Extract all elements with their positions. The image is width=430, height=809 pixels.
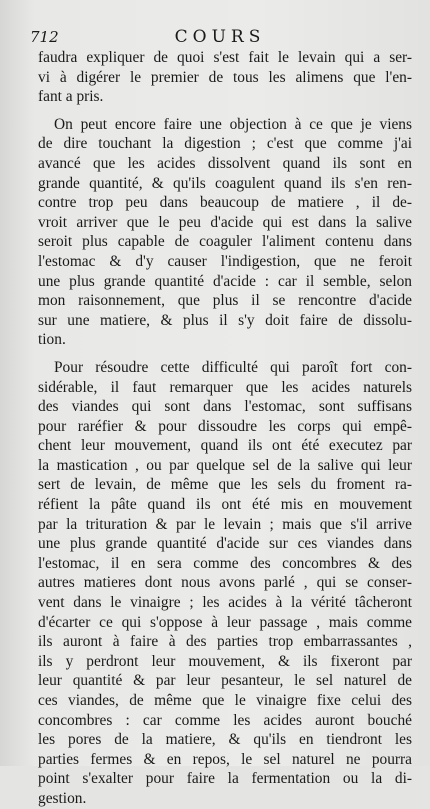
text-line: concombres : car comme les acides auront bouché bbox=[38, 711, 412, 729]
text-line: Pour résoudre cette difficulté qui paroît fort con- bbox=[54, 358, 412, 376]
text-line: l'estomac, il en sera comme des concombres & des bbox=[38, 554, 412, 572]
text-line: gestion. bbox=[38, 789, 87, 807]
text-line: ils auront à faire à des parties trop embarrassantes , bbox=[38, 633, 412, 651]
text-line: par la trituration & par le levain ; mais que s'il arrive bbox=[38, 515, 412, 533]
text-line: parties fermes & en repos, le sel naturel ne pourra bbox=[38, 750, 412, 768]
text-line: ils y perdront leur mouvement, & ils fixeront par bbox=[38, 652, 412, 670]
running-head: COURS bbox=[174, 27, 266, 47]
text-line: sert de levain, de même que les sels du froment ra- bbox=[38, 476, 412, 494]
paragraph-gap bbox=[38, 350, 412, 358]
text-line: vent dans le vinaigre ; les acides à la vérité tâcheront bbox=[38, 594, 412, 612]
text-line: de dire touchant la digestion ; c'est que comme j'ai bbox=[38, 135, 412, 153]
page-number: 712 bbox=[30, 28, 59, 46]
paragraph bbox=[38, 358, 412, 809]
text-line: vroit arriver que le peu d'acide qui est dans la salive bbox=[38, 213, 412, 231]
text-line: la mastication , ou par quelque sel de la salive qui leur bbox=[38, 456, 412, 474]
text-line: sur une matiere, & plus il s'y doit faire de dissolu- bbox=[38, 311, 412, 329]
text-line: avancé que les acides dissolvent quand ils sont en bbox=[38, 154, 412, 172]
paragraph bbox=[38, 48, 412, 107]
text-line: l'estomac & d'y causer l'indigestion, que ne feroit bbox=[38, 252, 412, 270]
text-line: une plus grande quantité d'acide sur ces viandes dans bbox=[38, 535, 412, 553]
text-line: une plus grande quantité d'acide : car il semble, selon bbox=[38, 272, 412, 290]
page-header bbox=[30, 28, 410, 50]
text-line: tion. bbox=[38, 331, 66, 349]
text-line: grande quantité, & qu'ils coagulent quand ils s'en ren- bbox=[38, 174, 412, 192]
text-line: des viandes qui sont dans l'estomac, sont suffisans bbox=[38, 398, 412, 416]
text-line: réfient la pâte quand ils ont été mis en mouvement bbox=[38, 496, 412, 514]
text-line: point s'exalter pour faire la fermentation ou la di- bbox=[38, 770, 412, 788]
text-line: ces viandes, de même que le vinaigre fixe celui des bbox=[38, 692, 412, 709]
text-line: vi à digérer le premier de tous les alimens que l'en- bbox=[38, 68, 412, 86]
text-line: d'écarter ce qui s'oppose à leur passage , mais comme bbox=[38, 613, 412, 631]
body-text bbox=[38, 48, 412, 809]
text-line: autres matieres dont nous avons parlé , qui se conser- bbox=[38, 574, 412, 592]
text-line: sidérable, il faut remarquer que les acides naturels bbox=[38, 378, 412, 396]
text-line: fant a pris. bbox=[38, 88, 104, 106]
text-line: faudra expliquer de quoi s'est fait le levain qui a ser- bbox=[38, 49, 412, 66]
text-line: seroit plus capable de coaguler l'aliment contenu dans bbox=[38, 233, 412, 251]
text-line: les pores de la matiere, & qu'ils en tiendront les bbox=[38, 731, 412, 749]
text-line: pour raréfier & pour dissoudre les corps qui empê- bbox=[38, 417, 412, 435]
text-line: chent leur mouvement, quand ils ont été executez par bbox=[38, 437, 412, 455]
text-line: leur quantité & par leur pesanteur, le sel naturel de bbox=[38, 672, 412, 690]
text-line: contre trop peu dans beaucoup de matiere , il de- bbox=[38, 194, 412, 212]
paragraph bbox=[38, 115, 412, 350]
paragraph-gap bbox=[38, 107, 412, 115]
text-line: mon raisonnement, que plus il se rencontre d'acide bbox=[38, 292, 412, 310]
text-line: On peut encore faire une objection à ce que je viens bbox=[54, 115, 412, 133]
